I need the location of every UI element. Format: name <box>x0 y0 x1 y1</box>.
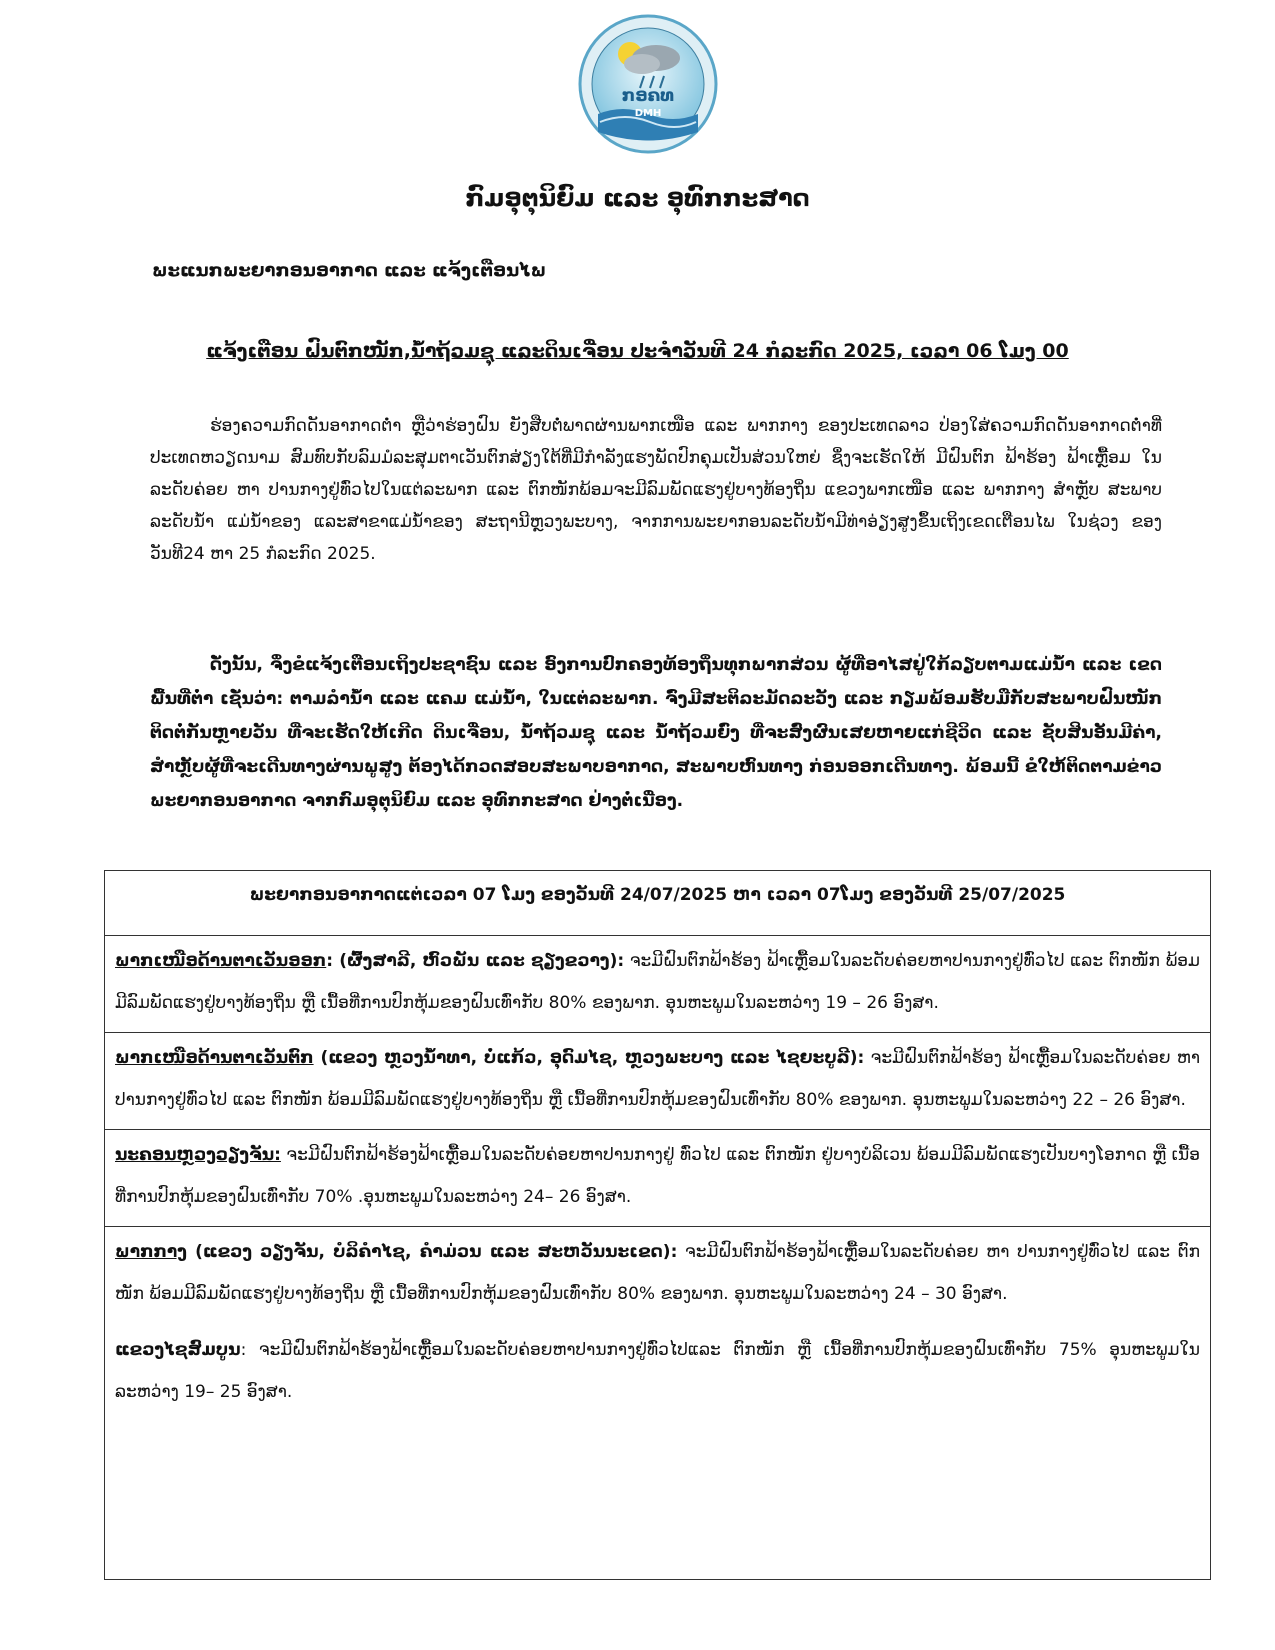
region-forecast: : ຈະມີຝົນຕົກຟ້າຮ້ອງຟ້າເຫຼື້ອມໃນລະດັບຄ່ອຍຫາປານກາງຢູ່ທົ່ວໄປແລະ ຕົກໜັກ ຫຼື ເນື້ອທີ່ການປົກຫຸ້ມຂອງຝົນເທົ່າກັບ 75% ອຸນຫະພູມໃນລະຫວ່າງ 19– 25 ອົງສາ. <box>115 1340 1200 1402</box>
division-name: ພະແນກພະຍາກອນອາກາດ ແລະ ແຈ້ງເຕືອນໄພ <box>152 260 547 281</box>
region-name: ພາກກາງ <box>115 1242 187 1262</box>
region-provinces: : (ຜົ້ງສາລີ, ຫົວພັນ ແລະ ຊຽງຂວາງ): <box>326 951 625 971</box>
region-provinces: (ແຂວງ ຫຼວງນ້ຳທາ, ບໍ່ແກ້ວ, ອຸດົມໄຊ, ຫຼວງພະບາງ ແລະ ໄຊຍະບູລີ): <box>313 1048 865 1068</box>
region-forecast: ຈະມີຝົນຕົກຟ້າຮ້ອງ ຟ້າເຫຼື້ອມໃນລະດັບຄ່ອຍ ຫາ ປານກາງຢູ່ທົ່ວໄປ ແລະ ຕົກໜັກ ພ້ອມມີລົມພັດແຮງຢູ່ບາງທ້ອງຖິ່ນ ຫຼື ເນື້ອທີ່ການປົກຫຸ້ມຂອງຝົນເທົ່າກັບ 80% ຂອງພາກ. ອຸນຫະພູມໃນລະຫວ່າງ 22 – 26 ອົງສາ. <box>115 1048 1200 1110</box>
dmh-logo <box>578 14 718 154</box>
region-name: ພາກເໜືອດ້ານຕາເວັນຕົກ <box>115 1048 314 1068</box>
region-name: ແຂວງໄຊສົມບູນ <box>115 1340 241 1360</box>
region-name: ພາກເໜືອດ້ານຕາເວັນອອກ <box>115 951 327 971</box>
bulletin-title: ແຈ້ງເຕືອນ ຝົນຕົກໜັກ,ນ້ຳຖ້ວມຊຸ ແລະດິນເຈື່ອນ ປະຈຳວັນທີ 24 ກໍລະກົດ 2025, ເວລາ 06 ໂມງ 00 <box>206 340 1069 362</box>
forecast-row-northeast <box>105 936 1210 1033</box>
region-provinces: (ແຂວງ ວຽງຈັນ, ບໍລິຄຳໄຊ, ຄຳມ່ວນ ແລະ ສະຫວັນນະເຂດ): <box>186 1242 678 1262</box>
synopsis-paragraph: ຮ່ອງຄວາມກົດດັນອາກາດຕ່ຳ ຫຼືວ່າຮ່ອງຝົນ ຍັງສືບຕໍ່ພາດຜ່ານພາກເໜືອ ແລະ ພາກກາງ ຂອງປະເທດລາວ ປ່ອງໃສ່ຄວາມກົດດັນອາກາດຕ່ຳທີ່ປະເທດຫວຽດນາມ ສົມທົບກັບລົມມໍລະສຸມຕາເວັນຕົກສ່ຽງໃຕ້ທີ່ມີກຳລັງແຮງພັດປົກຄຸມເປັນສ່ວນໃຫຍ່ ຊຶ່ງຈະເຮັດໃຫ້ ມີຝົນຕົກ ຟ້າຮ້ອງ ຟ້າເຫຼື້ອມ ໃນລະດັບຄ່ອຍ ຫາ ປານກາງຢູ່ທົ່ວໄປໃນແຕ່ລະພາກ ແລະ ຕົກໜັກພ້ອມຈະມີລົມພັດແຮງຢູ່ບາງທ້ອງຖິ່ນ ແຂວງພາກເໜືອ ແລະ ພາກກາງ ສຳຫຼັບ ສະພາບລະດັບນ້ຳ ແມ່ນ້ຳຂອງ ແລະສາຂາແມ່ນ້ຳຂອງ ສະຖານີຫຼວງພະບາງ, ຈາກການພະຍາກອນລະດັບນ້ຳມີທ່າອ່ຽງສູງຂຶ້ນເຖິງເຂດເຕືອນໄພ ໃນຊ່ວງ ຂອງວັນທີ24 ຫາ 25 ກໍລະກົດ 2025. <box>150 416 1162 564</box>
department-title: ກົມອຸຕຸນິຍົມ ແລະ ອຸທົກກະສາດ <box>465 184 810 212</box>
forecast-row-central <box>105 1227 1210 1323</box>
logo-text: ກອຄທ <box>621 86 675 106</box>
forecast-row-xaisomboun <box>105 1323 1210 1417</box>
forecast-table <box>104 870 1211 1580</box>
logo-sub-text: DMH <box>634 108 662 119</box>
forecast-row-northwest <box>105 1033 1210 1130</box>
region-forecast: ຈະມີຝົນຕົກຟ້າຮ້ອງ ຟ້າເຫຼື້ອມໃນລະດັບຄ່ອຍຫາປານກາງຢູ່ທົ່ວໄປ ແລະ ຕົກໜັກ ພ້ອມມີລົມພັດແຮງຢູ່ບາງທ້ອງຖິ່ນ ຫຼື ເນື້ອທີ່ການປົກຫຸ້ມຂອງຝົນເທົ່າກັບ 80% ຂອງພາກ. ອຸນຫະພູມໃນລະຫວ່າງ 19 – 26 ອົງສາ. <box>115 951 1200 1013</box>
forecast-heading: ພະຍາກອນອາກາດແຕ່ເວລາ 07 ໂມງ ຂອງວັນທີ 24/07/2025 ຫາ ເວລາ 07ໂມງ ຂອງວັນທີ 25/07/2025 <box>105 871 1210 936</box>
warning-paragraph: ດັ່ງນັ້ນ, ຈຶ່ງຂໍແຈ້ງເຕືອນເຖິງປະຊາຊົນ ແລະ ອົງການປົກຄອງທ້ອງຖິ່ນທຸກພາກສ່ວນ ຜູ້ທີ່ອາໄສຢູ່ໃກ້ລຽບຕາມແມ່ນ້ຳ ແລະ ເຂດພື້ນທີ່ຕ່ຳ ເຊັ່ນວ່າ: ຕາມລຳນ້ຳ ແລະ ແຄມ ແມ່ນ້ຳ, ໃນແຕ່ລະພາກ. ຈົ່ງມີສະຕິລະມັດລະວັງ ແລະ ກຽມພ້ອມຮັບມືກັບສະພາບຝົນໜັກຕິດຕໍ່ກັນຫຼາຍວັນ ທີ່ຈະເຮັດໃຫ້ເກີດ ດິນເຈື່ອນ, ນ້ຳຖ້ວມຊຸ ແລະ ນ້ຳຖ້ວມຍົ່ງ ທີ່ຈະສົ່ງຜົນເສຍຫາຍແກ່ຊີວິດ ແລະ ຊັບສິນອັນມີຄ່າ, ສຳຫຼັບຜູ້ທີ່ຈະເດີນທາງຜ່ານພູສູງ ຕ້ອງໄດ້ກວດສອບສະພາບອາກາດ, ສະພາບຫົນທາງ ກ່ອນອອກເດີນທາງ. ພ້ອມນີ້ ຂໍໃຫ້ຕິດຕາມຂ່າວພະຍາກອນອາກາດ ຈາກກົມອຸຕຸນິຍົມ ແລະ ອຸທົກກະສາດ ຢ່າງຕໍ່ເນື່ອງ. <box>150 655 1162 811</box>
region-forecast: ຈະມີຝົນຕົກຟ້າຮ້ອງຟ້າເຫຼື້ອມໃນລະດັບຄ່ອຍຫາປານກາງຢູ່ ທົ່ວໄປ ແລະ ຕົກໜັກ ຢູ່ບາງບໍລິເວນ ພ້ອມມີລົມພັດແຮງເປັນບາງໂອກາດ ຫຼື ເນື້ອທີ່ການປົກຫຸ້ມຂອງຝົນເທົ່າກັບ 70% .ອຸນຫະພູມໃນລະຫວ່າງ 24– 26 ອົງສາ. <box>115 1145 1200 1207</box>
region-forecast: ຈະມີຝົນຕົກຟ້າຮ້ອງຟ້າເຫຼື້ອມໃນລະດັບຄ່ອຍ ຫາ ປານກາງຢູ່ທົ່ວໄປ ແລະ ຕົກໜັກ ພ້ອມມີລົມພັດແຮງຢູ່ບາງທ້ອງຖິ່ນ ຫຼື ເນື້ອທີ່ການປົກຫຸ້ມຂອງຝົນເທົ່າກັບ 80% ຂອງພາກ. ອຸນຫະພູມໃນລະຫວ່າງ 24 – 30 ອົງສາ. <box>115 1242 1201 1304</box>
forecast-row-vientiane-capital <box>105 1130 1210 1227</box>
region-name: ນະຄອນຫຼວງວຽງຈັນ: <box>115 1145 281 1165</box>
